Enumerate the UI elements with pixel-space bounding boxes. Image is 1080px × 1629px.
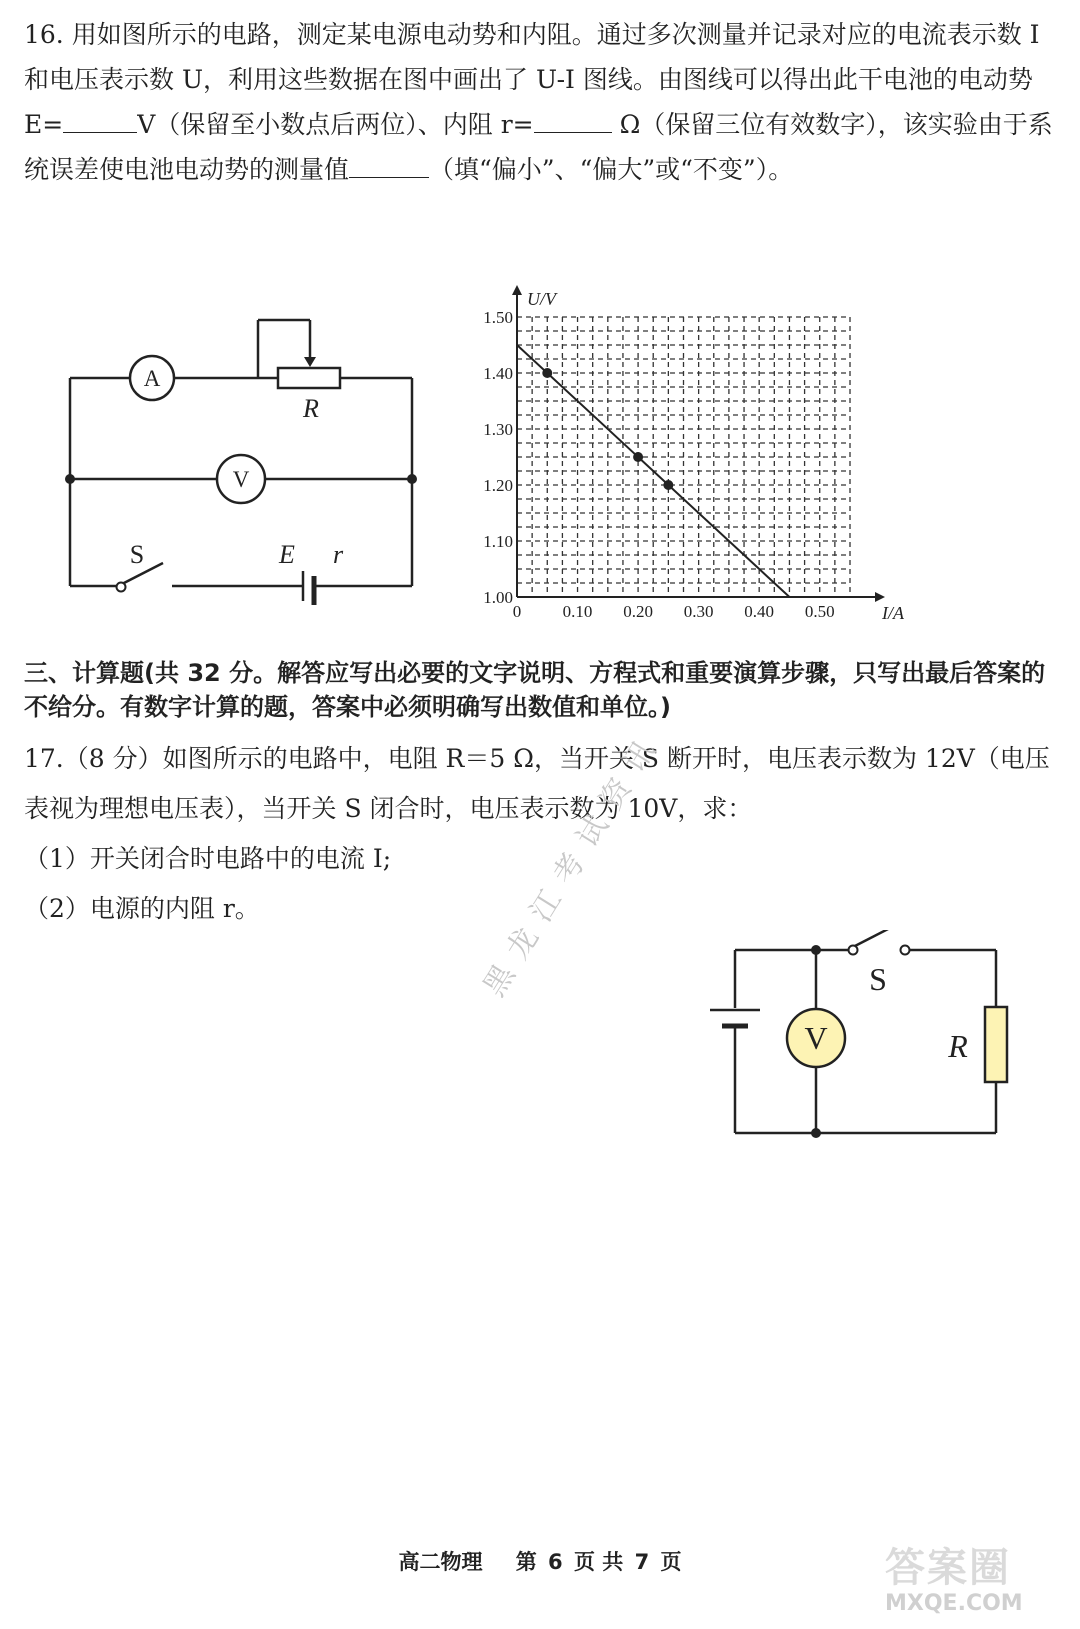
y-tick-label: 1.00: [483, 588, 513, 607]
y-axis-label: U/V: [527, 289, 556, 309]
section-3-heading: 三、计算题(共 32 分。解答应写出必要的文字说明、方程式和重要演算步骤，只写出最后答案的不给分。有数字计算的题，答案中必须明确写出数值和单位。): [24, 659, 1046, 721]
x-axis-label: I/A: [882, 603, 904, 623]
question-16: [24, 12, 1060, 192]
data-point: [542, 368, 552, 378]
chart-grid: [517, 317, 850, 597]
switch-contact: [901, 946, 910, 955]
data-point: [633, 452, 643, 462]
switch-contact: [849, 946, 858, 955]
chart-ticks: [483, 308, 834, 621]
x-axis-arrow: [875, 592, 885, 602]
chart-axes: [512, 285, 905, 623]
resistor-label: R: [948, 1028, 968, 1064]
footer-page-prefix: 第: [515, 1550, 537, 1574]
junction-dot: [811, 1128, 821, 1138]
u-i-chart: [465, 280, 935, 630]
answer-blank-emf[interactable]: [63, 102, 137, 133]
switch-label: S: [869, 961, 887, 997]
y-tick-label: 1.30: [483, 420, 513, 439]
x-tick-label: 0.50: [804, 602, 835, 621]
x-tick-label: 0.10: [562, 602, 593, 621]
junction-dot: [811, 945, 821, 955]
y-tick-label: 1.20: [483, 476, 513, 495]
circuit-diagram-17: [700, 930, 1030, 1150]
ammeter-label: A: [143, 366, 161, 391]
voltmeter-label: V: [804, 1020, 828, 1056]
logo-site: MXQE.COM: [885, 1591, 1023, 1616]
x-tick-label: 0.40: [744, 602, 775, 621]
y-tick-label: 1.40: [483, 364, 513, 383]
q17-sub1: （1）开关闭合时电路中的电流 I;: [24, 844, 392, 873]
rheostat-label: R: [303, 394, 319, 423]
q16-text-3: Ω（保留三位有效数字），该实验由于系统误差使电池电动势的测量值: [24, 110, 1053, 184]
footer-total-pages: 7: [634, 1550, 650, 1574]
footer-page-number: 6: [548, 1550, 563, 1574]
data-point: [663, 480, 673, 490]
switch-label: S: [129, 540, 145, 569]
emf-label: E: [279, 540, 295, 569]
q16-text-4: （填“偏小”、“偏大”或“不变”）。: [429, 155, 794, 184]
footer-subject: 高二物理: [398, 1550, 483, 1574]
junction-dot: [65, 474, 75, 484]
switch-contact: [117, 583, 126, 592]
q17-sub2: （2）电源的内阻 r。: [24, 894, 260, 923]
voltmeter-label: V: [232, 467, 250, 492]
junction-dot: [407, 474, 417, 484]
internal-resistance-label: r: [332, 540, 344, 569]
y-tick-label: 1.10: [483, 532, 513, 551]
y-tick-label: 1.50: [483, 308, 513, 327]
logo-chars: 答案圈: [885, 1545, 1011, 1591]
circuit-diagram-16: [55, 305, 435, 635]
q16-text-2: V（保留至小数点后两位）、内阻 r=: [137, 110, 534, 139]
q17-intro: 17.（8 分）如图所示的电路中，电阻 R＝5 Ω，当开关 S 断开时，电压表示数为 12V（电压表视为理想电压表），当开关 S 闭合时，电压表示数为 10V，求：: [24, 744, 1050, 823]
footer-page-suffix: 页: [660, 1550, 682, 1574]
answer-blank-error[interactable]: [349, 147, 429, 178]
q16-text-1: 16. 用如图所示的电路，测定某电源电动势和内阻。通过多次测量并记录对应的电流表示数 I 和电压表示数 U，利用这些数据在图中画出了 U-I 图线。由图线可以得出此干电池的电动势 E=: [24, 20, 1040, 139]
x-tick-label: 0.30: [683, 602, 714, 621]
watermark: 黑龙江考试资讯: [476, 723, 670, 1003]
y-axis-arrow: [512, 285, 522, 295]
x-tick-label: 0.20: [623, 602, 653, 621]
resistor: [985, 1007, 1007, 1082]
answer-blank-resistance[interactable]: [534, 102, 612, 133]
footer-page-mid: 页 共: [573, 1550, 624, 1574]
rheostat-resistor: [278, 368, 340, 388]
site-logo: [885, 1545, 1065, 1625]
x-tick-label: 0: [512, 602, 522, 621]
